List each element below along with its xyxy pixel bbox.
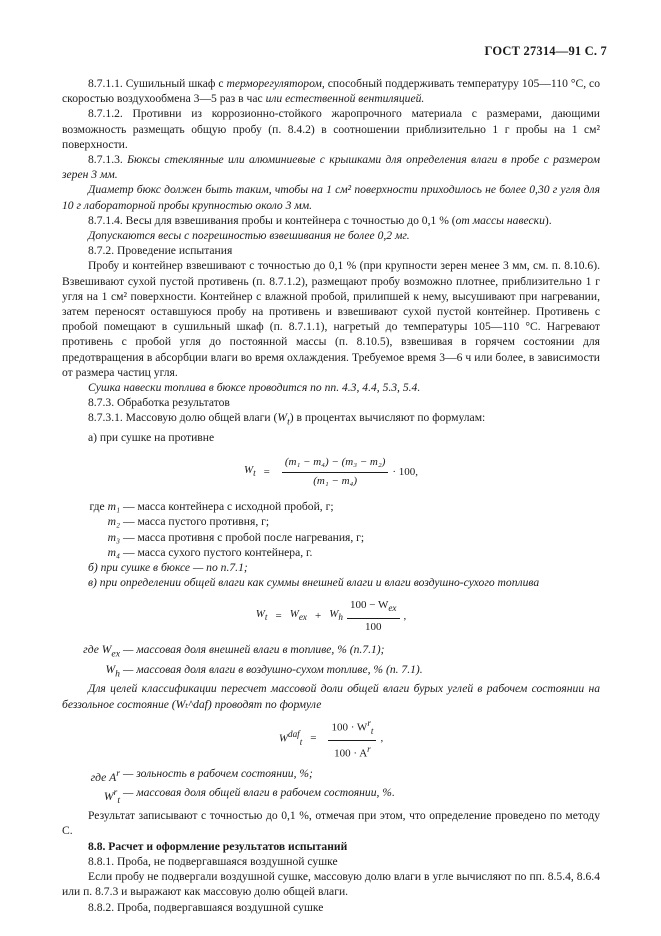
symbol-w: W [277,411,288,425]
paragraph-8-7-1-1 [62,76,600,106]
definition-row: где $W_{ex}$ — массовая доля внешней влаги в топливе, % (п.7.1); [83,643,385,660]
formula-numerator: $100 - W_{ex}$ [347,598,400,618]
formula-2: $W_t$ = $W_{ex}$ + $W_h$ $\frac{100 - W_{ex}}{100}$ , [62,590,600,642]
definition-row: $W_h$ — массовая доля влаги в воздушно-сухом топливе, % (п. 7.1). [105,662,423,680]
text: 8.7.1.4. Весы для взвешивания пробы и контейнера с точностью до 0,1 % ( [88,213,456,227]
formula-denominator: 100 [364,620,382,633]
item-b: б) при сушке в бюксе — по п.7.1; [88,561,248,574]
definition-row: $W^r_t$ — массовая доля общей влаги в рабочем состоянии, %. [103,785,395,807]
definition-row: m₄ — масса сухого пустого контейнера, г. [107,545,313,559]
definition-row: где m₁ — масса контейнера с исходной пробой, г; [89,500,334,514]
item-c: в) при определении общей влаги как суммы внешней влаги и влаги воздушно-сухого топлива [88,576,540,590]
paragraph-scales-tolerance: Допускаются весы с погрешностью взвешивания не более 0,2 мг. [88,229,410,243]
definitions-1 [62,499,600,560]
paragraph-8-7-1-2: 8.7.1.2. Противни из коррозионно-стойкого жаропрочного материала с размерами, дающими возможность размещать общую пробу (п. 8.4.2) в соотношении приблизительно 1 г пробы на 1 см² поверхности. [62,107,600,151]
formula-1 [62,445,600,499]
formula-fraction [347,598,400,635]
item-a: а) при сушке на противне [88,430,215,444]
formula-lhs: $W^{daf}_t$ [278,729,303,748]
heading-8-8-2: 8.8.2. Проба, подвергавшаяся воздушной сушке [88,900,324,914]
text-italic: от массы навески [455,213,545,227]
heading-8-7-3: 8.7.3. Обработка результатов [88,396,230,410]
paragraph-classification: Для целей классификации пересчет массовой доли общей влаги бурых углей в рабочем состоянии на беззольное состояние (Wₜ^daf) проводят по формуле [62,682,600,711]
text: 8.7.1.1. Сушильный шкаф с [88,77,227,90]
text: способный поддерживать температуру 105—110 °С, со скоростью воздухообмена 3—5 раз в час [62,77,600,106]
text: 8.7.1.3. [88,153,128,167]
paragraph-8-7-3-1 [62,410,600,430]
symbol-sub: t [287,416,290,428]
formula-tail: · 100, [392,465,419,478]
text: ) в процентах вычисляют по формулам: [289,411,486,425]
formula-3: $W^{daf}_t$ = $\frac{100 \cdot W^r_t}{100 \cdot A^r}$ , [62,712,600,766]
definition-row: m₃ — масса противня с пробой после нагревания, г; [107,530,365,544]
formula-eq: = [263,465,270,478]
heading-8-8: 8.8. Расчет и оформление результатов испытаний [88,839,348,853]
formula-denominator: (m₁ − m₄) [313,474,358,487]
formula-numerator: (m₁ − m₄) − (m₃ − m₂) [282,455,389,472]
text: 8.7.3.1. Массовую долю общей влаги ( [88,411,278,425]
text-italic: или естественной вентиляцией. [265,92,425,106]
paragraph-8-7-1-4 [62,213,600,228]
definition-row: где $A^r$ — зольность в рабочем состоянии, %; [90,766,313,784]
formula-denominator: $100 \cdot A^r$ [334,743,371,760]
text: ). [544,213,552,227]
formula-lhs: $W_t$ [243,463,256,479]
formula-numerator: $100 \cdot W^r_t$ [328,716,376,741]
definitions-2 [62,642,600,681]
text-italic: Бюксы стеклянные или алюминиевые с крышками для определения влаги в пробе с размером зерен 3 мм. [62,153,600,182]
paragraph-8-8-1: Если пробу не подвергали воздушной сушке, массовую долю влаги в угле вычисляют по пп. 8.5.4, 8.6.4 или п. 8.7.3 и выражают как массовую долю общей влаги. [62,870,600,899]
heading-8-8-1: 8.8.1. Проба, не подвергавшаяся воздушной сушке [88,854,338,868]
document-body [62,76,600,915]
paragraph-procedure: Пробу и контейнер взвешивают с точностью до 0,1 % (при крупности зерен менее 3 мм, см. п. 8.10.6). Взвешивают сухой пустой противень (п. 8.7.1.2), размещают пробу возможно плотнее, приблизительно 1 г угля на 1 см² поверхности. Контейнер с влажной пробой, прилипшей к нему, высушивают при нагревании, затем переносят оставшуюся пробу на противень и взвешивают сухой пустой контейнер. Противень с пробой помещают в сушильный шкаф (п. 8.7.1.1), нагретый до температуры 105—110 °С. Нагревают противень с пробой угля до постоянной массы (п. 8.10.5), взвешивая в горячем состоянии для предотвращения в абсорбции влаги во время охлаждения. Требуемое время 3—6 ч или более, в зависимости от размера частиц угля. [62,259,600,379]
definitions-3 [62,766,600,808]
heading-8-7-2: 8.7.2. Проведение испытания [88,244,233,258]
paragraph-8-7-1-3 [62,152,600,182]
paragraph-result-record: Результат записывают с точностью до 0,1 %, отмечая при этом, что определение проведено по методу С. [62,809,600,838]
formula-fraction [282,455,389,488]
formula-lhs: $W_t$ [255,608,268,623]
definition-row: m₂ — масса пустого противня, г; [107,515,270,529]
paragraph-bux-diameter: Диаметр бюкс должен быть таким, чтобы на 1 см² поверхности приходилось не более 0,30 г угля для 10 г лабораторной пробы крупностью около 3 мм. [62,183,600,212]
page-header: ГОСТ 27314—91 С. 7 [484,44,607,58]
formula-fraction [328,716,376,762]
paragraph-bux-drying: Сушка навески топлива в бюксе проводится по пп. 4.3, 4.4, 5.3, 5.4. [88,381,421,395]
text-italic: терморегулятором, [226,77,325,90]
